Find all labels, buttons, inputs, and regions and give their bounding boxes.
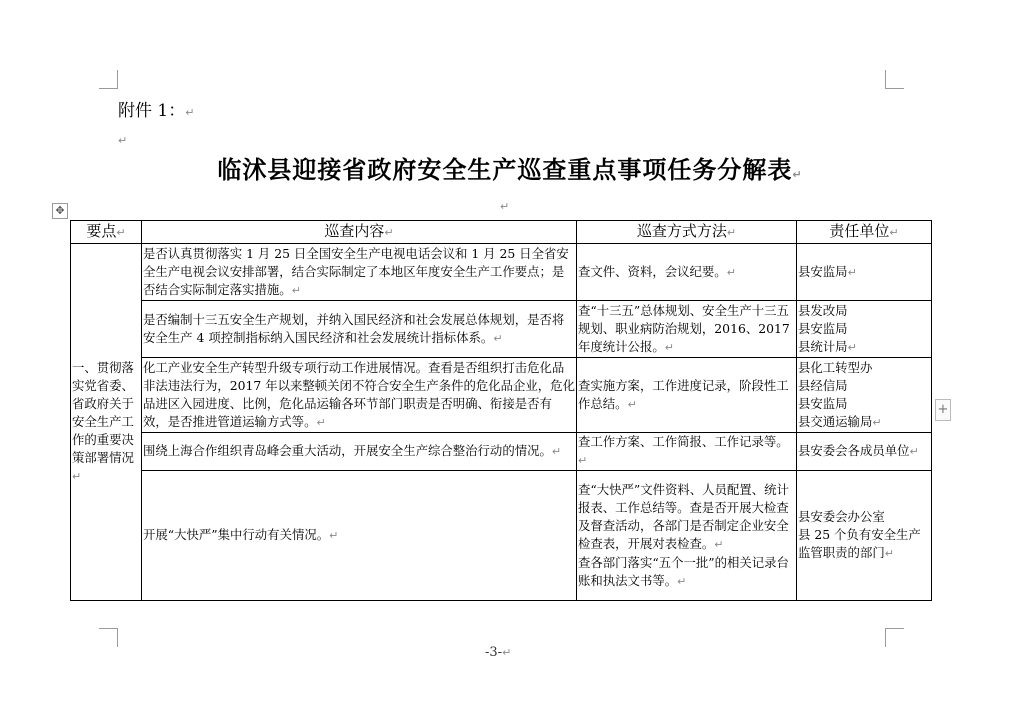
cell-text: 县交通运输局 bbox=[798, 413, 873, 429]
cell-text: 县安委会办公室 bbox=[798, 509, 885, 524]
cell-text: 是否认真贯彻落实 1 月 25 日全国安全生产电视电话会议和 1 月 25 日全省安全生产电视会议安排部署，结合实际制定了本地区年度安全生产工作要点；是否结合实际制定落实措施。 bbox=[143, 245, 569, 297]
cell-text: 县安监局 bbox=[798, 395, 848, 411]
cell-mark-icon: ↵ bbox=[329, 529, 339, 542]
content-cell[interactable] bbox=[142, 244, 577, 301]
cell-mark-icon: ↵ bbox=[493, 331, 503, 345]
method-cell[interactable] bbox=[577, 244, 797, 301]
cell-text: 开展“大快严”集中行动有关情况。 bbox=[143, 527, 330, 542]
cell-text: 县安监局 bbox=[798, 263, 848, 279]
cell-text: 县化工转型办 bbox=[798, 359, 873, 375]
unit-cell[interactable] bbox=[797, 301, 932, 358]
header-text: 要点 bbox=[86, 222, 117, 240]
cell-text: 查“十三五”总体规划、安全生产十三五规划、职业病防治规划，2016、2017 年度统计公报。 bbox=[578, 302, 790, 354]
content-cell[interactable] bbox=[142, 358, 577, 433]
cell-mark-icon: ↵ bbox=[909, 445, 919, 458]
paragraph-mark-icon: ↵ bbox=[500, 200, 510, 213]
cell-mark-icon: ↵ bbox=[291, 283, 301, 297]
cell-text: 县发改局 bbox=[798, 302, 848, 318]
paragraph-mark-icon: ↵ bbox=[185, 106, 195, 119]
crop-mark-bottom-left bbox=[99, 628, 118, 647]
table-row bbox=[71, 244, 932, 301]
page-number-text: -3- bbox=[485, 645, 503, 660]
crop-mark-bottom-right bbox=[885, 628, 904, 647]
unit-cell[interactable] bbox=[797, 471, 932, 601]
paragraph-mark-icon: ↵ bbox=[502, 646, 512, 659]
cell-text: 查各部门落实“五个一批”的相关记录台账和执法文书等。 bbox=[578, 554, 789, 588]
content-cell[interactable] bbox=[142, 301, 577, 358]
header-cell-unit[interactable] bbox=[797, 221, 932, 244]
paragraph-mark-icon: ↵ bbox=[714, 537, 724, 551]
cell-mark-icon: ↵ bbox=[726, 265, 736, 279]
cell-text: 查实施方案，工作进度记录，阶段性工作总结。 bbox=[578, 377, 789, 411]
unit-cell[interactable] bbox=[797, 433, 932, 471]
cell-text: 县安委会各成员单位 bbox=[798, 443, 910, 458]
header-text: 巡查方式方法 bbox=[636, 222, 727, 240]
cell-mark-icon: ↵ bbox=[116, 226, 126, 239]
cell-text: 查“大快严”文件资料、人员配置、统计报表、工作总结等。查是否开展大检查及督查活动，各部门是否制定企业安全检查表，开展对表检查。 bbox=[578, 481, 789, 551]
cell-mark-icon: ↵ bbox=[677, 574, 687, 588]
content-cell[interactable] bbox=[142, 471, 577, 601]
header-cell-key-point[interactable] bbox=[71, 221, 142, 244]
key-point-text: 一、贯彻落实党省委、省政府关于安全生产工作的重要决策部署情况 bbox=[72, 359, 134, 465]
cell-text: 县 25 个负有安全生产监管职责的部门 bbox=[798, 527, 921, 560]
header-text: 责任单位 bbox=[829, 222, 890, 240]
table-header-row bbox=[71, 221, 932, 244]
attachment-label[interactable] bbox=[118, 96, 194, 121]
cell-text: 查文件、资料，会议纪要。 bbox=[578, 263, 727, 279]
method-cell[interactable] bbox=[577, 433, 797, 471]
method-cell[interactable] bbox=[577, 471, 797, 601]
paragraph-mark-icon: ↵ bbox=[118, 134, 128, 147]
header-text: 巡查内容 bbox=[324, 222, 385, 240]
table-row bbox=[71, 301, 932, 358]
table-row bbox=[71, 358, 932, 433]
method-cell[interactable] bbox=[577, 301, 797, 358]
unit-cell[interactable] bbox=[797, 358, 932, 433]
add-column-icon[interactable]: + bbox=[935, 399, 951, 421]
cell-mark-icon: ↵ bbox=[889, 226, 899, 239]
crop-mark-top-left bbox=[99, 70, 118, 89]
cell-text: 县统计局 bbox=[798, 338, 848, 354]
cell-mark-icon: ↵ bbox=[551, 445, 562, 458]
document-title-text: 临沭县迎接省政府安全生产巡查重点事项任务分解表 bbox=[217, 155, 793, 184]
cell-mark-icon: ↵ bbox=[847, 265, 857, 279]
cell-text: 县经信局 bbox=[798, 377, 848, 393]
cell-mark-icon: ↵ bbox=[847, 340, 857, 354]
table-row bbox=[71, 471, 932, 601]
cell-mark-icon: ↵ bbox=[884, 547, 894, 560]
task-table bbox=[70, 220, 932, 601]
cell-mark-icon: ↵ bbox=[316, 415, 326, 429]
content-cell[interactable] bbox=[142, 433, 577, 471]
cell-text: 是否编制十三五安全生产规划，并纳入国民经济和社会发展总体规划，是否将安全生产 4 项控制指标纳入国民经济和社会发展统计指标体系。 bbox=[143, 311, 565, 345]
header-cell-method[interactable] bbox=[577, 221, 797, 244]
page-number bbox=[485, 645, 511, 660]
crop-mark-top-right bbox=[885, 70, 904, 89]
document-title[interactable] bbox=[180, 150, 840, 185]
cell-mark-icon: ↵ bbox=[384, 226, 394, 239]
unit-cell[interactable] bbox=[797, 244, 932, 301]
cell-mark-icon: ↵ bbox=[664, 340, 674, 354]
cell-mark-icon: ↵ bbox=[72, 469, 82, 483]
attachment-label-text: 附件 1： bbox=[118, 101, 186, 121]
cell-text: 县安监局 bbox=[798, 320, 848, 336]
method-cell[interactable] bbox=[577, 358, 797, 433]
header-cell-content[interactable] bbox=[142, 221, 577, 244]
cell-mark-icon: ↵ bbox=[578, 454, 588, 467]
key-point-cell[interactable] bbox=[71, 244, 142, 601]
cell-text: 围绕上海合作组织青岛峰会重大活动，开展安全生产综合整治行动的情况。 bbox=[143, 443, 552, 458]
cell-mark-icon: ↵ bbox=[726, 226, 737, 239]
paragraph-mark-icon: ↵ bbox=[792, 168, 803, 181]
cell-mark-icon: ↵ bbox=[872, 415, 882, 429]
cell-mark-icon: ↵ bbox=[627, 397, 637, 411]
table-move-handle-icon[interactable]: ✥ bbox=[52, 203, 68, 219]
table-row bbox=[71, 433, 932, 471]
cell-text: 化工产业安全生产转型升级专项行动工作进展情况。查看是否组织打击危化品非法违法行为，2017 年以来整顿关闭不符合安全生产条件的危化品企业，危化品进区入园进度、比例，危化品运输各环节部门职责是否明确、衔接是否有效，是否推进管道运输方式等。 bbox=[143, 359, 575, 429]
cell-text: 查工作方案、工作简报、工作记录等。 bbox=[578, 434, 789, 449]
